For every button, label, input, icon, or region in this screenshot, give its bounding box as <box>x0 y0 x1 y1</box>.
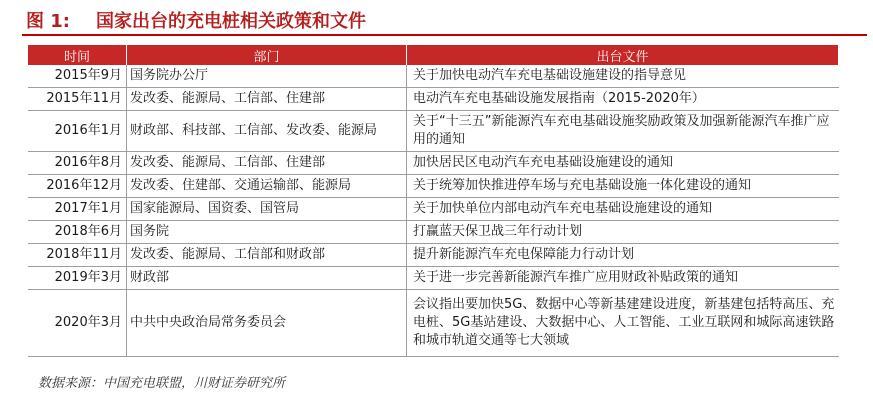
cell-doc: 会议指出要加快5G、数据中心等新基建建设进度，新基建包括特高压、充电桩、5G基站建设、大数据中心、人工智能、工业互联网和城际高速铁路和城市轨道交通等七大领域 <box>407 290 839 357</box>
table-row <box>28 221 839 244</box>
cell-time: 2016年8月 <box>28 152 127 175</box>
cell-time: 2018年11月 <box>28 244 127 267</box>
cell-dept: 国务院 <box>127 221 407 244</box>
header-doc: 出台文件 <box>407 45 839 65</box>
cell-time: 2019年3月 <box>28 267 127 290</box>
cell-time: 2016年12月 <box>28 175 127 198</box>
cell-time: 2016年1月 <box>28 111 127 152</box>
header-dept: 部门 <box>127 45 407 65</box>
policy-table <box>27 45 839 357</box>
cell-doc: 关于统筹加快推进停车场与充电基础设施一体化建设的通知 <box>407 175 839 198</box>
data-source-note: 数据来源：中国充电联盟，川财证券研究所 <box>38 376 286 391</box>
cell-doc: 关于加快单位内部电动汽车充电基础设施建设的通知 <box>407 198 839 221</box>
table-row <box>28 175 839 198</box>
cell-dept: 国家能源局、国资委、国管局 <box>127 198 407 221</box>
cell-time: 2015年11月 <box>28 88 127 111</box>
table-row <box>28 267 839 290</box>
cell-dept: 财政部、科技部、工信部、发改委、能源局 <box>127 111 407 152</box>
header-time: 时间 <box>28 45 127 65</box>
table-header-row <box>28 45 839 65</box>
cell-dept: 中共中央政治局常务委员会 <box>127 290 407 357</box>
cell-time: 2020年3月 <box>28 290 127 357</box>
cell-doc: 打赢蓝天保卫战三年行动计划 <box>407 221 839 244</box>
cell-doc: 关于进一步完善新能源汽车推广应用财政补贴政策的通知 <box>407 267 839 290</box>
cell-doc: 加快居民区电动汽车充电基础设施建设的通知 <box>407 152 839 175</box>
cell-dept: 国务院办公厅 <box>127 65 407 88</box>
cell-doc: 提升新能源汽车充电保障能力行动计划 <box>407 244 839 267</box>
figure-number: 图 1: <box>26 11 70 32</box>
figure-title-bar <box>22 6 867 36</box>
cell-time: 2015年9月 <box>28 65 127 88</box>
table-row <box>28 88 839 111</box>
table-row <box>28 244 839 267</box>
cell-dept: 财政部 <box>127 267 407 290</box>
cell-dept: 发改委、能源局、工信部和财政部 <box>127 244 407 267</box>
table-row <box>28 152 839 175</box>
cell-doc: 关于“十三五”新能源汽车充电基础设施奖励政策及加强新能源汽车推广应用的通知 <box>407 111 839 152</box>
cell-doc: 关于加快电动汽车充电基础设施建设的指导意见 <box>407 65 839 88</box>
cell-dept: 发改委、住建部、交通运输部、能源局 <box>127 175 407 198</box>
cell-doc: 电动汽车充电基础设施发展指南（2015-2020年） <box>407 88 839 111</box>
figure-title: 国家出台的充电桩相关政策和文件 <box>96 11 366 32</box>
table-row <box>28 65 839 88</box>
cell-dept: 发改委、能源局、工信部、住建部 <box>127 88 407 111</box>
cell-time: 2018年6月 <box>28 221 127 244</box>
table-row <box>28 198 839 221</box>
table-row <box>28 290 839 357</box>
cell-dept: 发改委、能源局、工信部、住建部 <box>127 152 407 175</box>
table-row <box>28 111 839 152</box>
cell-time: 2017年1月 <box>28 198 127 221</box>
